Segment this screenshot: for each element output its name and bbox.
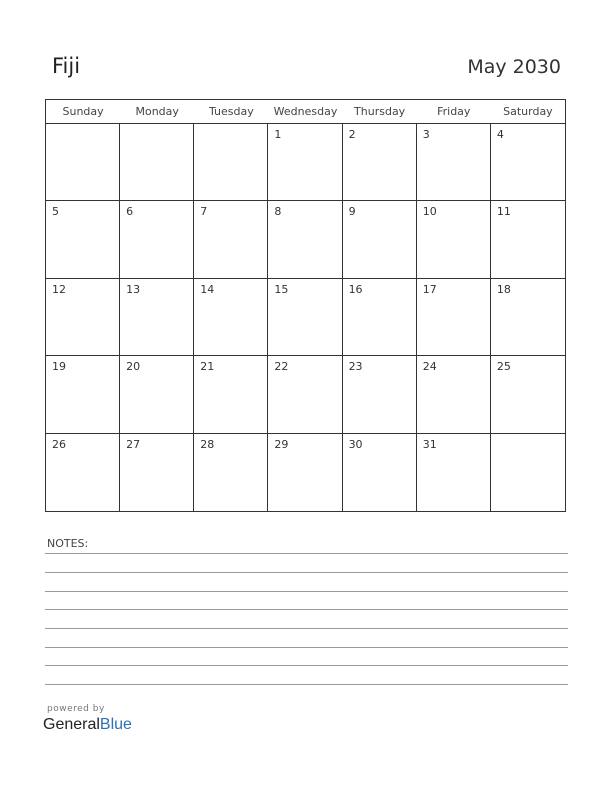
day-number: 18 xyxy=(496,282,511,296)
day-cell xyxy=(194,434,268,511)
day-cell xyxy=(491,434,565,511)
day-cell xyxy=(194,356,268,433)
day-number: 22 xyxy=(274,360,289,374)
powered-by-text: powered by xyxy=(47,704,105,714)
day-number: 1 xyxy=(274,128,282,141)
day-cell xyxy=(46,434,120,511)
day-number: 15 xyxy=(274,282,289,296)
day-cell xyxy=(268,356,342,433)
day-number: 20 xyxy=(126,360,141,374)
weekday-monday: Monday xyxy=(135,105,179,118)
day-cell xyxy=(268,201,342,278)
notes-line xyxy=(45,628,568,629)
day-number: 8 xyxy=(274,205,282,219)
day-cell xyxy=(120,434,194,511)
month-year-title: May 2030 xyxy=(467,56,561,78)
day-number: 7 xyxy=(200,205,208,219)
day-cell xyxy=(194,279,268,356)
day-number: 21 xyxy=(200,360,215,374)
weekday-sunday: Sunday xyxy=(62,105,104,118)
day-cell xyxy=(491,279,565,356)
weekday-header-row xyxy=(46,100,565,124)
day-cell xyxy=(268,279,342,356)
day-number: 13 xyxy=(126,282,141,296)
notes-line xyxy=(45,609,568,610)
day-number: 16 xyxy=(348,282,363,296)
day-cell xyxy=(343,201,417,278)
calendar-grid xyxy=(45,99,566,512)
day-number: 19 xyxy=(52,360,66,374)
day-number: 25 xyxy=(496,360,511,374)
day-cell xyxy=(417,201,491,278)
day-cell xyxy=(491,356,565,433)
day-number: 12 xyxy=(52,282,66,296)
day-cell xyxy=(343,434,417,511)
notes-line xyxy=(45,684,568,685)
day-cell xyxy=(343,124,417,201)
day-number: 5 xyxy=(52,205,59,219)
day-number: 27 xyxy=(126,437,141,451)
day-cell xyxy=(194,124,268,201)
notes-line xyxy=(45,553,568,554)
day-cell xyxy=(120,356,194,433)
day-number: 26 xyxy=(52,437,66,451)
notes-line xyxy=(45,665,568,666)
brand-blue-text: Blue xyxy=(99,716,132,733)
day-cell xyxy=(268,124,342,201)
day-cell xyxy=(46,124,120,201)
day-cell xyxy=(46,201,120,278)
day-cell xyxy=(417,124,491,201)
day-number: 31 xyxy=(422,437,437,451)
day-cell xyxy=(268,434,342,511)
day-number: 10 xyxy=(422,205,437,219)
day-number: 6 xyxy=(126,205,134,219)
weekday-wednesday: Wednesday xyxy=(273,105,338,118)
day-number: 4 xyxy=(496,128,504,141)
day-number: 24 xyxy=(422,360,437,374)
day-cell xyxy=(491,124,565,201)
weekday-friday: Friday xyxy=(437,105,471,118)
weekday-thursday: Thursday xyxy=(354,105,406,118)
day-number: 28 xyxy=(200,437,215,451)
day-number: 11 xyxy=(496,205,511,219)
notes-line xyxy=(45,591,568,592)
day-cell xyxy=(417,279,491,356)
weekday-saturday: Saturday xyxy=(503,105,553,118)
day-number: 29 xyxy=(274,437,289,451)
day-number: 17 xyxy=(422,282,437,296)
day-number: 3 xyxy=(422,128,430,141)
day-cell xyxy=(491,201,565,278)
day-cell xyxy=(417,356,491,433)
day-cell xyxy=(120,124,194,201)
day-cell xyxy=(417,434,491,511)
day-cell xyxy=(46,356,120,433)
day-number: 23 xyxy=(348,360,363,374)
day-number: 2 xyxy=(348,128,356,141)
day-number: 30 xyxy=(348,437,363,451)
weekday-tuesday: Tuesday xyxy=(208,105,254,118)
day-cell xyxy=(343,356,417,433)
notes-line xyxy=(45,572,568,573)
notes-label: NOTES: xyxy=(47,537,89,550)
day-number: 9 xyxy=(348,205,356,219)
generalblue-logo[interactable] xyxy=(43,717,132,733)
day-cell xyxy=(120,279,194,356)
day-cell xyxy=(120,201,194,278)
notes-line xyxy=(45,647,568,648)
weeks-grid xyxy=(46,124,565,511)
day-cell xyxy=(343,279,417,356)
day-cell xyxy=(194,201,268,278)
day-cell xyxy=(46,279,120,356)
day-number: 14 xyxy=(200,282,215,296)
brand-general-text: General xyxy=(43,716,100,733)
country-title: Fiji xyxy=(52,54,81,78)
